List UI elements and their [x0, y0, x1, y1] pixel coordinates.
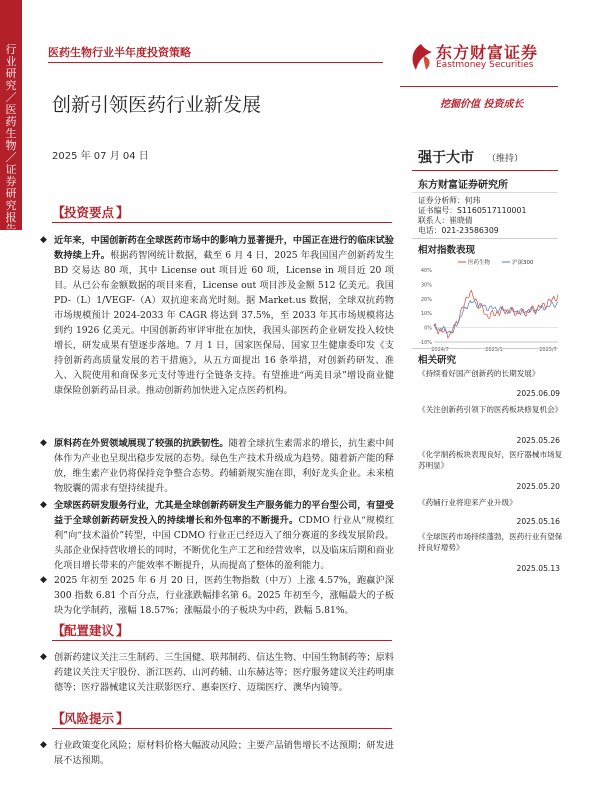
phone-number: 021-23586309 [441, 226, 499, 235]
y-tick-label: 30% [420, 282, 432, 289]
x-tick-label: 2024/7 [431, 347, 449, 353]
phone-label: 电话： [418, 226, 442, 235]
series-line-csi300 [434, 301, 558, 334]
report-type: 医药生物行业半年度投资策略 [48, 46, 191, 59]
para-lead: 近年来，中国创新药在全球医药市场中的影响力显著提升，中国正在进行的临床试验数持续上升。 [54, 235, 394, 261]
logo-text-cn: 东方财富证券 [436, 43, 539, 62]
report-date: 2025 年 07 月 04 日 [52, 151, 149, 162]
para-body: 2025 年初至 2025 年 6 月 20 日，医药生物指数（中万）上涨 4.57%，跑赢沪深 300 指数 6.81 个百分点，行业涨跌幅排名第 6。2025 年初至今，涨幅最大的子板块为化学制药，涨幅 18.57%；涨幅最小的子板块为中药，跌幅 5.81%。 [54, 575, 394, 616]
bracket-icon: 】 [116, 206, 130, 221]
related-item[interactable]: 《化学制药板块表现良好，医疗器械市场复苏明显》 [418, 450, 563, 470]
cert-label: 证书编号： [418, 206, 457, 215]
phone-line [418, 225, 499, 236]
x-tick-label: 2025/1 [485, 347, 503, 353]
related-item[interactable]: 《药辅行业将迎来产业升级》 [418, 498, 517, 507]
chart-divider [412, 348, 558, 349]
related-date: 2025.05.20 [516, 482, 560, 491]
legend-label: 沪深300 [512, 260, 534, 266]
side-category-text: 行业研究／医药生物／证券研究报告 [5, 43, 17, 236]
invest-paragraph-1 [40, 233, 394, 398]
page-title: 创新引领医药行业新发展 [52, 94, 262, 116]
x-tick-label: 2025/7 [539, 347, 557, 353]
rating-sub: （维持） [487, 154, 524, 164]
para-body: 创新药建议关注三生制药、三生国健、联邦制药、信达生物、中国生物制药等；原料药建议关注天宇股份、浙江医药、山河药辅、山东赫达等；医疗服务建议关注药明康德等；医疗器械建议关注联影医疗、惠泰医疗、迈瑞医疗、澳华内镜等。 [54, 652, 394, 693]
section-title: 风险提示 [64, 711, 115, 726]
institute-name: 东方财富证券研究所 [418, 180, 508, 191]
config-paragraph [40, 650, 394, 695]
section-title: 配置建议 [64, 623, 115, 638]
analyst-label: 证券分析师： [418, 196, 465, 205]
analyst-divider [412, 238, 558, 239]
related-date: 2025.05.13 [516, 564, 560, 573]
rating-divider [412, 170, 558, 171]
rating-main: 强于大市 [418, 150, 474, 166]
related-item[interactable]: 《全球医药市场持续蓬勃，医药行业有望保持良好增势》 [418, 532, 563, 552]
risk-paragraph [40, 738, 394, 768]
perf-title: 相对指数表现 [418, 245, 476, 256]
invest-paragraph-2 [40, 436, 395, 496]
para-lead: 全球医药研发服务行业，尤其是全球创新药研发生产服务能力的平台型公司，有望受益于全球创新药研发投入的持续增长和外包率的不断提升。 [54, 500, 394, 526]
diamond-bullet-icon: ◆ [40, 235, 47, 245]
cert-number: S1160517110001 [456, 206, 527, 215]
related-date: 2025.05.26 [516, 436, 560, 445]
bracket-icon: 】 [116, 624, 130, 639]
diamond-bullet-icon: ◆ [40, 575, 47, 585]
related-date: 2025.05.16 [516, 517, 560, 526]
y-tick-label: 10% [420, 311, 432, 318]
invest-paragraph-4 [40, 573, 394, 618]
diamond-bullet-icon: ◆ [40, 652, 47, 662]
section-title: 投资要点 [64, 205, 115, 220]
side-category-tab [0, 0, 22, 236]
bracket-icon: 【 [52, 206, 66, 221]
relative-performance-chart [412, 256, 562, 356]
bracket-icon: 【 [52, 712, 66, 727]
y-tick-label: 0% [424, 325, 432, 332]
y-tick-label: -10% [419, 340, 432, 346]
logo-divider [400, 86, 558, 87]
para-body: 行业政策变化风险；原材料价格大幅波动风险；主要产品销售增长不达预期；研发进展不达预期。 [54, 740, 394, 766]
para-body: 随着全球抗生素需求的增长，抗生素中间体作为产业也呈现出稳步发展的态势。绿色生产技术升级成为趋势。随着新产能的释放，维生素产业仍将保持竞争整合态势。药辅新规实施在即，利好龙头企业。未来植物胶囊的需求有望持续提升。 [54, 438, 395, 494]
legend-label: 医药生物 [468, 260, 491, 266]
logo-mark-icon [408, 42, 434, 72]
invest-paragraph-3 [40, 498, 395, 573]
logo-text-en: Eastmoney Securities [436, 60, 534, 70]
related-item[interactable]: 《关注创新药引领下的医药板块修复机会》 [418, 405, 563, 414]
header-divider [48, 62, 383, 63]
analyst-name: 何玮 [464, 196, 481, 205]
diamond-bullet-icon: ◆ [40, 500, 47, 510]
section-header-risk [52, 708, 392, 728]
bracket-icon: 】 [116, 712, 130, 727]
related-item[interactable]: 《持续看好国产创新药的长期发展》 [418, 369, 540, 378]
para-lead: 原料药在外贸领域展现了较强的抗跌韧性。 [54, 438, 229, 449]
contact-label: 联系人： [418, 216, 450, 225]
diamond-bullet-icon: ◆ [40, 740, 47, 750]
y-tick-label: 40% [420, 268, 432, 274]
company-logo [408, 40, 558, 80]
section-header-invest [52, 202, 392, 222]
slogan: 挖掘价值 投资成长 [440, 99, 524, 110]
para-body: 根据药智网统计数据，截至 6 月 4 日，2025 年我国国产创新药发生 BD 交易达 80 项，其中 License out 项目近 60 项，License in 项目近 20 项目。从已公布金额数据的项目来看，License out 项目涉及金额 512 亿美元。我国 PD-（L）1/VEGF-（A）双抗迎来高光时刻。据 Market.us 数据，全球双抗药物市场规模预计 2024-2033 年 CAGR 将达到 37.5%，至 2033 年其市场规模将达到约 1926 亿美元。中国创新药审评审批在加快，我国头部医药企业研发投入较快增长，研发成果有望逐步落地。7 月 1 日，国家医保局、国家卫生健康委印发《支持创新药高质量发展的若干措施》，从五方面提出 16 条举措，对创新药研发、准入、入院使用和商保多元支付等进行全链条支持。有望推进“两美目录”增设商业健康保险创新药品目录。推动创新药加快进入定点医药机构。 [54, 250, 394, 396]
related-date: 2025.06.09 [516, 389, 560, 398]
diamond-bullet-icon: ◆ [40, 438, 47, 448]
para-body: CDMO 行业从“规模红利”向“技术溢价”转型，中国 CDMO 行业正已经迈入了细分赛道的多线发展阶段。头部企业保持营收增长的同时，不断优化生产工艺和经营效率，以及临床后期和商业化项目增长带来的产能效率不断提升，从而提高了整体的盈利能力。 [54, 515, 395, 571]
institute-divider [412, 192, 558, 193]
bracket-icon: 【 [52, 624, 66, 639]
section-header-config [52, 620, 392, 640]
related-title: 相关研究 [418, 355, 457, 366]
y-tick-label: 20% [420, 296, 432, 303]
contact-name: 崔晓倩 [449, 216, 473, 225]
